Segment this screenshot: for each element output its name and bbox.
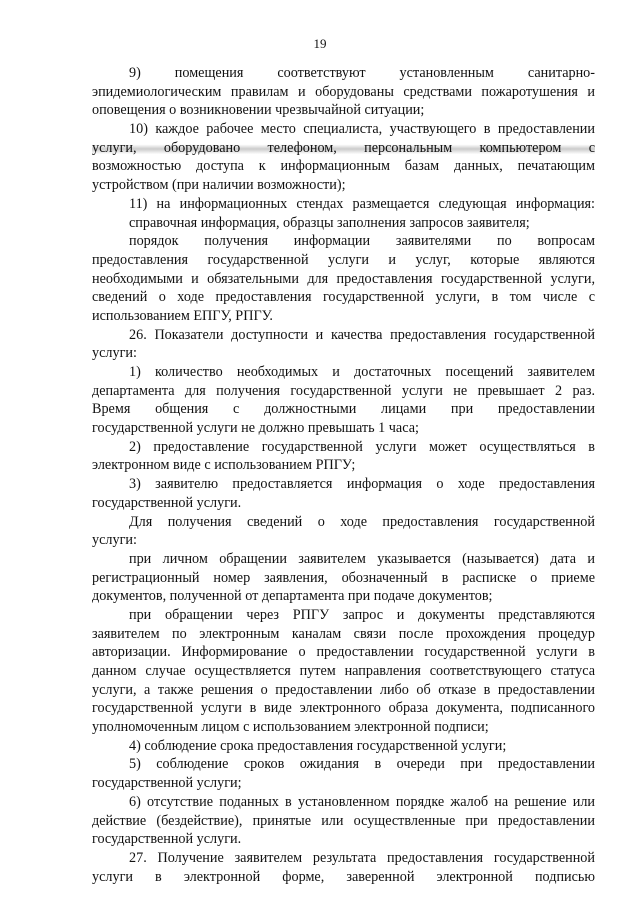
- text-line: уполномоченным лицом с использованием электронной подписи;: [92, 719, 489, 736]
- text-line: сведений о ходе предоставления государственной услуги, в том числе с: [92, 289, 595, 306]
- text-line: необходимыми и обязательными для предоставления государственной услуги,: [92, 270, 595, 287]
- text-line: услуги в электронной форме, заверенной электронной подписью: [92, 868, 595, 885]
- text-line: оповещения о возникновении чрезвычайной ситуации;: [92, 102, 425, 119]
- text-line: Для получения сведений о ходе предоставления государственной: [129, 513, 595, 530]
- text-line: предоставления государственной услуги и услуг, которые являются: [92, 251, 595, 268]
- text-line: 2) предоставление государственной услуги может осуществляться в: [129, 438, 595, 455]
- text-line: 4) соблюдение срока предоставления государственной услуги;: [129, 737, 507, 754]
- text-line: при обращении через РПГУ запрос и документы представляются: [129, 606, 595, 623]
- text-line: 27. Получение заявителем результата предоставления государственной: [129, 849, 595, 866]
- text-line: Время общения с должностными лицами при предоставлении: [92, 401, 595, 418]
- text-line: документов, полученной от департамента при подаче документов;: [92, 588, 493, 605]
- text-line: 26. Показатели доступности и качества предоставления государственной: [129, 326, 595, 343]
- text-line: порядок получения информации заявителями по вопросам: [129, 233, 595, 250]
- text-line: справочная информация, образцы заполнения запросов заявителя;: [129, 214, 530, 231]
- text-line: услуги:: [92, 345, 137, 362]
- text-line: услуги, оборудовано телефоном, персональным компьютером с: [92, 139, 595, 156]
- text-line: 11) на информационных стендах размещается следующая информация:: [129, 195, 595, 212]
- document-body: [92, 64, 595, 886]
- text-line: государственной услуги;: [92, 775, 242, 792]
- text-line: использованием ЕПГУ, РПГУ.: [92, 307, 273, 324]
- text-line: государственной услуги не должно превышать 1 часа;: [92, 420, 419, 437]
- page-number: 19: [313, 36, 327, 51]
- text-line: услуги:: [92, 532, 137, 549]
- text-line: государственной услуги.: [92, 831, 242, 848]
- text-line: государственной услуги в виде электронного образа документа, подписанного: [92, 700, 595, 717]
- text-line: устройством (при наличии возможности);: [92, 177, 346, 194]
- text-line: регистрационный номер заявления, обозначенный в расписке о приеме: [92, 569, 595, 586]
- text-line: 6) отсутствие поданных в установленном порядке жалоб на решение или: [129, 793, 595, 810]
- text-line: 9) помещения соответствуют установленным санитарно-: [129, 65, 595, 81]
- text-line: 10) каждое рабочее место специалиста, участвующего в предоставлении: [129, 121, 595, 138]
- text-line: авторизации. Информирование о предоставлении государственной услуги в: [92, 644, 595, 661]
- text-line: департамента для получения государственной услуги не превышает 2 раз.: [92, 382, 595, 399]
- text-line: возможностью доступа к информационным базам данных, печатающим: [92, 158, 595, 175]
- text-line: действие (бездействие), принятые или осуществленные при предоставлении: [92, 812, 595, 829]
- text-line: электронном виде с использованием РПГУ;: [92, 457, 356, 474]
- text-line: эпидемиологическим правилам и оборудованы средствами пожаротушения и: [92, 83, 595, 100]
- text-line: 1) количество необходимых и достаточных посещений заявителем: [129, 364, 595, 380]
- text-line: услуги, а также решения о предоставлении либо об отказе в предоставлении: [92, 681, 595, 698]
- text-line: 3) заявителю предоставляется информация о ходе предоставления: [129, 476, 595, 493]
- text-line: государственной услуги.: [92, 494, 242, 511]
- text-line: 5) соблюдение сроков ожидания в очереди при предоставлении: [129, 756, 595, 773]
- text-line: при личном обращении заявителем указывается (называется) дата и: [129, 550, 595, 567]
- text-line: заявителем по электронным каналам связи после прохождения процедур: [92, 625, 595, 642]
- text-line: данном случае осуществляется путем направления соответствующего статуса: [92, 663, 595, 679]
